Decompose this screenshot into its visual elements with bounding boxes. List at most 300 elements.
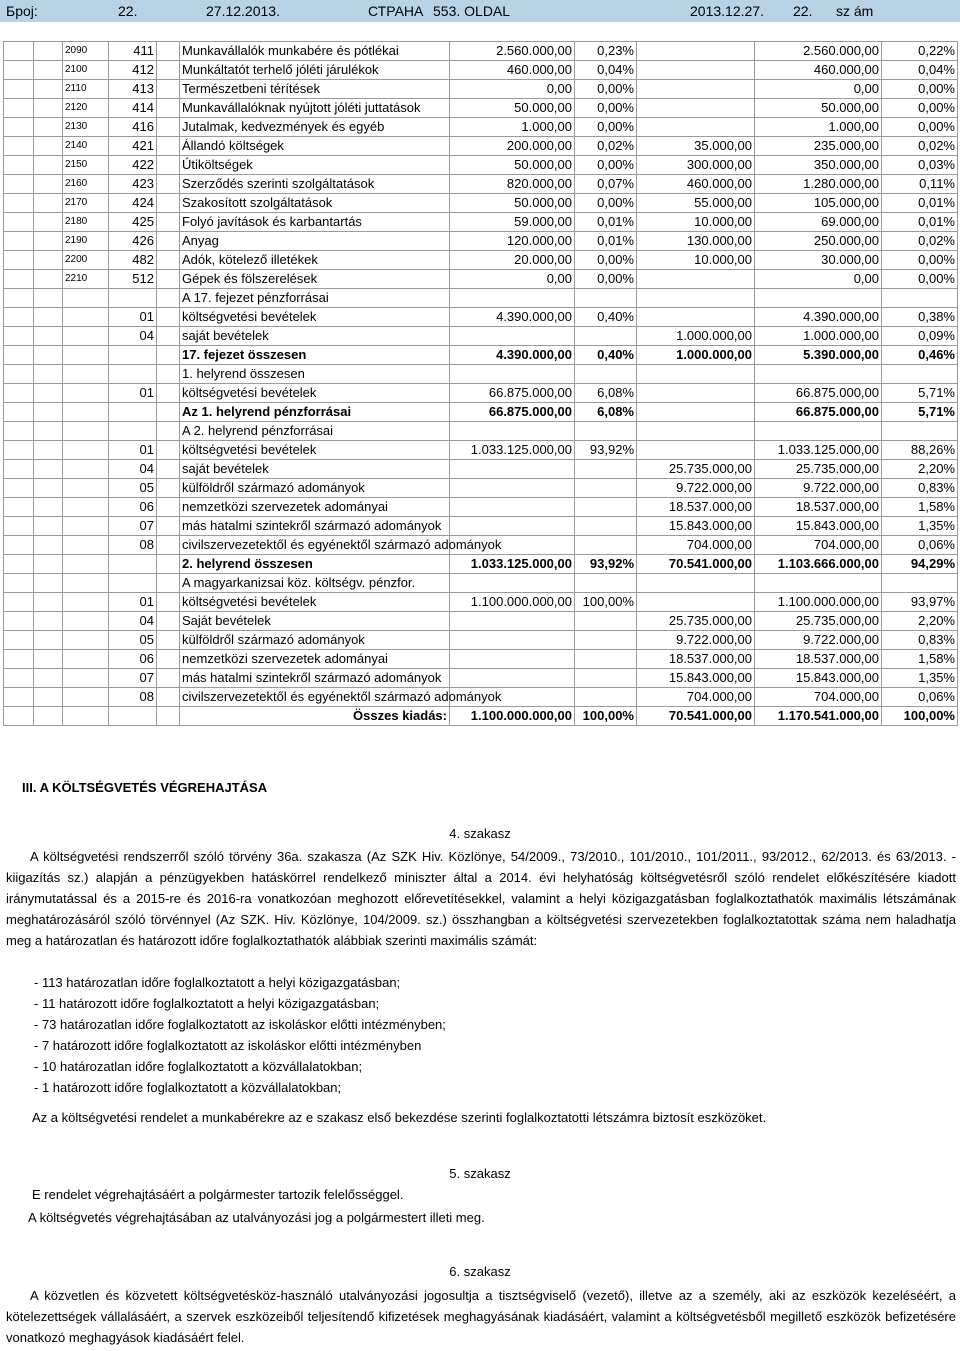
row-description: A 2. helyrend pénzforrásai (180, 422, 450, 441)
empty-cell (157, 441, 180, 460)
row-total-percent: 93,97% (882, 593, 958, 612)
header-date-serbian: 27.12.2013. (206, 3, 280, 19)
total-other-sources: 70.541.000,00 (637, 707, 755, 726)
row-code: 2090 (63, 42, 109, 61)
row-total-percent (882, 289, 958, 308)
empty-cell (34, 175, 63, 194)
empty-cell (157, 384, 180, 403)
empty-cell (157, 650, 180, 669)
empty-cell (34, 61, 63, 80)
row-code (63, 669, 109, 688)
row-budget-percent: 0,07% (575, 175, 637, 194)
row-other-sources: 25.735.000,00 (637, 612, 755, 631)
row-total-amount: 1.000,00 (755, 118, 882, 137)
row-econ-class (109, 422, 157, 441)
row-other-sources (637, 270, 755, 289)
row-total-amount: 460.000,00 (755, 61, 882, 80)
row-econ-class: 482 (109, 251, 157, 270)
empty-cell (157, 80, 180, 99)
list-item: - 7 határozott időre foglalkoztatott az iskoláskor előtti intézményben (34, 1038, 422, 1053)
empty-cell (4, 650, 34, 669)
row-description: 1. helyrend összesen (180, 365, 450, 384)
row-description: más hatalmi szintekről származó adományok (180, 517, 450, 536)
row-budget-amount (450, 650, 575, 669)
row-code (63, 308, 109, 327)
row-other-sources (637, 118, 755, 137)
empty-cell (4, 251, 34, 270)
empty-cell (34, 42, 63, 61)
empty-cell (34, 384, 63, 403)
row-total-amount: 18.537.000,00 (755, 498, 882, 517)
row-code (63, 422, 109, 441)
page-header (0, 0, 960, 22)
row-budget-amount: 66.875.000,00 (450, 403, 575, 422)
row-other-sources: 10.000,00 (637, 213, 755, 232)
row-total-percent: 0,00% (882, 270, 958, 289)
empty-cell (157, 403, 180, 422)
row-total-amount: 1.280.000,00 (755, 175, 882, 194)
list-item: - 10 határozatlan időre foglalkoztatott a közvállalatokban; (34, 1059, 363, 1074)
row-budget-percent (575, 688, 637, 707)
row-code: 2210 (63, 270, 109, 289)
row-total-percent: 0,11% (882, 175, 958, 194)
row-budget-amount: 4.390.000,00 (450, 346, 575, 365)
table-row (4, 289, 958, 308)
row-total-percent: 0,06% (882, 536, 958, 555)
empty-cell (157, 593, 180, 612)
empty-cell (34, 612, 63, 631)
row-other-sources (637, 384, 755, 403)
row-budget-amount (450, 574, 575, 593)
row-other-sources: 25.735.000,00 (637, 460, 755, 479)
row-description: költségvetési bevételek (180, 593, 450, 612)
table-row (4, 498, 958, 517)
row-description: A magyarkanizsai köz. költségv. pénzfor. (180, 574, 450, 593)
total-percent: 100,00% (882, 707, 958, 726)
empty-cell (157, 289, 180, 308)
row-total-amount: 15.843.000,00 (755, 517, 882, 536)
row-budget-amount (450, 631, 575, 650)
row-code: 2120 (63, 99, 109, 118)
empty-cell (4, 175, 34, 194)
empty-cell (157, 479, 180, 498)
row-budget-amount: 1.100.000.000,00 (450, 593, 575, 612)
empty-cell (4, 308, 34, 327)
row-code (63, 346, 109, 365)
row-other-sources: 704.000,00 (637, 536, 755, 555)
empty-cell (4, 270, 34, 289)
empty-cell (157, 612, 180, 631)
row-code (63, 365, 109, 384)
row-budget-percent (575, 422, 637, 441)
row-description: Állandó költségek (180, 137, 450, 156)
row-other-sources (637, 289, 755, 308)
empty-cell (4, 80, 34, 99)
row-econ-class: 07 (109, 517, 157, 536)
row-budget-amount (450, 498, 575, 517)
row-budget-percent: 93,92% (575, 555, 637, 574)
header-page: 553. OLDAL (433, 3, 511, 19)
row-total-amount (755, 574, 882, 593)
row-econ-class: 07 (109, 669, 157, 688)
empty-cell (157, 688, 180, 707)
empty-cell (157, 61, 180, 80)
empty-cell (157, 251, 180, 270)
row-code (63, 384, 109, 403)
row-total-percent: 0,38% (882, 308, 958, 327)
row-description: Munkavállalók munkabére és pótlékai (180, 42, 450, 61)
row-budget-amount (450, 365, 575, 384)
row-description: más hatalmi szintekről származó adományok (180, 669, 450, 688)
row-total-amount: 0,00 (755, 80, 882, 99)
empty-cell (157, 555, 180, 574)
row-econ-class: 08 (109, 536, 157, 555)
empty-cell (157, 707, 180, 726)
row-econ-class: 423 (109, 175, 157, 194)
row-econ-class: 414 (109, 99, 157, 118)
row-other-sources: 35.000,00 (637, 137, 755, 156)
empty-cell (157, 137, 180, 156)
empty-cell (4, 327, 34, 346)
row-budget-amount: 200.000,00 (450, 137, 575, 156)
row-budget-percent (575, 669, 637, 688)
row-econ-class: 512 (109, 270, 157, 289)
row-other-sources (637, 42, 755, 61)
table-row (4, 536, 958, 555)
empty-cell (4, 669, 34, 688)
row-total-amount: 5.390.000,00 (755, 346, 882, 365)
empty-cell (34, 669, 63, 688)
s5-line1: E rendelet végrehajtásáért a polgármester tartozik felelősséggel. (32, 1187, 404, 1202)
row-code (63, 498, 109, 517)
row-budget-percent: 0,00% (575, 194, 637, 213)
empty-cell (34, 631, 63, 650)
list-item: - 11 határozott időre foglalkoztatott a helyi közigazgatásban; (34, 996, 380, 1011)
row-code: 2140 (63, 137, 109, 156)
row-total-percent: 0,02% (882, 137, 958, 156)
row-total-amount: 0,00 (755, 270, 882, 289)
list-item: - 1 határozott időre foglalkoztatott a közvállalatokban; (34, 1080, 342, 1095)
table-row (4, 555, 958, 574)
row-budget-percent: 0,00% (575, 270, 637, 289)
row-description: Szerződés szerinti szolgáltatások (180, 175, 450, 194)
row-total-percent: 0,46% (882, 346, 958, 365)
row-total-percent: 0,06% (882, 688, 958, 707)
empty-cell (4, 194, 34, 213)
empty-cell (4, 403, 34, 422)
row-total-amount: 9.722.000,00 (755, 479, 882, 498)
table-row (4, 232, 958, 251)
row-econ-class (109, 289, 157, 308)
row-econ-class: 01 (109, 441, 157, 460)
table-row (4, 346, 958, 365)
row-code (63, 593, 109, 612)
row-total-percent: 1,35% (882, 517, 958, 536)
row-description: saját bevételek (180, 327, 450, 346)
row-other-sources (637, 99, 755, 118)
empty-cell (34, 707, 63, 726)
empty-cell (34, 346, 63, 365)
header-broj: Број: (6, 3, 38, 19)
row-budget-amount (450, 669, 575, 688)
row-econ-class (109, 555, 157, 574)
row-total-percent: 2,20% (882, 612, 958, 631)
empty-cell (4, 346, 34, 365)
row-budget-amount: 59.000,00 (450, 213, 575, 232)
total-budget-percent: 100,00% (575, 707, 637, 726)
row-total-percent: 0,04% (882, 61, 958, 80)
empty-cell (4, 688, 34, 707)
row-total-percent: 88,26% (882, 441, 958, 460)
row-total-amount: 105.000,00 (755, 194, 882, 213)
row-budget-amount: 66.875.000,00 (450, 384, 575, 403)
row-description: Útiköltségek (180, 156, 450, 175)
row-description: A 17. fejezet pénzforrásai (180, 289, 450, 308)
row-budget-amount (450, 289, 575, 308)
row-description: Jutalmak, kedvezmények és egyéb (180, 118, 450, 137)
row-budget-percent: 6,08% (575, 403, 637, 422)
row-budget-amount: 4.390.000,00 (450, 308, 575, 327)
row-econ-class: 08 (109, 688, 157, 707)
empty-cell (4, 118, 34, 137)
row-description: civilszervezetektől és egyénektől származó adományok (180, 688, 450, 707)
row-description: Anyag (180, 232, 450, 251)
table-row (4, 650, 958, 669)
empty-cell (34, 688, 63, 707)
row-budget-amount (450, 327, 575, 346)
row-budget-amount: 50.000,00 (450, 99, 575, 118)
row-budget-percent: 93,92% (575, 441, 637, 460)
row-other-sources: 300.000,00 (637, 156, 755, 175)
row-code (63, 403, 109, 422)
header-issue-number: 22. (118, 3, 138, 19)
row-budget-percent: 0,02% (575, 137, 637, 156)
row-econ-class: 01 (109, 593, 157, 612)
table-row (4, 422, 958, 441)
row-code (63, 688, 109, 707)
empty-cell (4, 479, 34, 498)
row-econ-class: 411 (109, 42, 157, 61)
row-description: nemzetközi szervezetek adományai (180, 650, 450, 669)
empty-cell (34, 403, 63, 422)
row-code: 2190 (63, 232, 109, 251)
row-budget-amount: 50.000,00 (450, 194, 575, 213)
row-total-amount (755, 422, 882, 441)
empty-cell (34, 232, 63, 251)
row-description: költségvetési bevételek (180, 384, 450, 403)
table-row (4, 137, 958, 156)
empty-cell (4, 707, 34, 726)
row-description: Szakosított szolgáltatások (180, 194, 450, 213)
row-total-amount: 1.033.125.000,00 (755, 441, 882, 460)
table-row (4, 213, 958, 232)
empty-cell (4, 365, 34, 384)
empty-cell (157, 574, 180, 593)
row-econ-class: 06 (109, 498, 157, 517)
empty-cell (63, 707, 109, 726)
row-econ-class: 425 (109, 213, 157, 232)
row-budget-amount: 0,00 (450, 270, 575, 289)
list-item: - 73 határozatlan időre foglalkoztatott az iskoláskor előtti intézményben; (34, 1017, 446, 1032)
row-total-amount: 30.000,00 (755, 251, 882, 270)
row-budget-percent (575, 327, 637, 346)
row-description: Gépek és fölszerelések (180, 270, 450, 289)
row-budget-percent: 0,00% (575, 118, 637, 137)
row-econ-class: 421 (109, 137, 157, 156)
row-econ-class: 412 (109, 61, 157, 80)
empty-cell (4, 555, 34, 574)
row-description: költségvetési bevételek (180, 308, 450, 327)
row-other-sources (637, 441, 755, 460)
row-budget-percent: 0,23% (575, 42, 637, 61)
row-code: 2130 (63, 118, 109, 137)
empty-cell (4, 99, 34, 118)
table-row (4, 479, 958, 498)
row-budget-amount (450, 479, 575, 498)
empty-cell (34, 327, 63, 346)
row-total-amount: 4.390.000,00 (755, 308, 882, 327)
row-total-amount: 69.000,00 (755, 213, 882, 232)
empty-cell (34, 270, 63, 289)
empty-cell (4, 612, 34, 631)
row-total-percent: 1,35% (882, 669, 958, 688)
empty-cell (4, 384, 34, 403)
row-econ-class: 01 (109, 384, 157, 403)
row-budget-percent (575, 479, 637, 498)
row-description: 2. helyrend összesen (180, 555, 450, 574)
s5-line2: A költségvetés végrehajtásában az utalványozási jog a polgármestert illeti meg. (28, 1210, 485, 1225)
row-budget-amount: 1.000,00 (450, 118, 575, 137)
row-description: civilszervezetektől és egyénektől származó adományok (180, 536, 450, 555)
row-description: külföldről származó adományok (180, 631, 450, 650)
row-budget-percent: 0,40% (575, 308, 637, 327)
row-other-sources: 1.000.000,00 (637, 327, 755, 346)
empty-cell (34, 536, 63, 555)
empty-cell (34, 194, 63, 213)
empty-cell (34, 156, 63, 175)
row-total-percent: 5,71% (882, 403, 958, 422)
row-total-amount: 18.537.000,00 (755, 650, 882, 669)
empty-cell (157, 631, 180, 650)
row-budget-amount (450, 460, 575, 479)
row-total-amount: 2.560.000,00 (755, 42, 882, 61)
empty-cell (4, 536, 34, 555)
empty-cell (4, 61, 34, 80)
row-code (63, 441, 109, 460)
empty-cell (34, 574, 63, 593)
row-econ-class (109, 403, 157, 422)
row-budget-amount: 2.560.000,00 (450, 42, 575, 61)
empty-cell (4, 137, 34, 156)
empty-cell (34, 460, 63, 479)
row-total-percent: 0,00% (882, 80, 958, 99)
section-title: III. A KÖLTSÉGVETÉS VÉGREHAJTÁSA (22, 780, 268, 795)
row-total-amount: 350.000,00 (755, 156, 882, 175)
row-total-amount: 1.103.666.000,00 (755, 555, 882, 574)
row-budget-amount (450, 612, 575, 631)
row-econ-class: 04 (109, 460, 157, 479)
row-description: nemzetközi szervezetek adományai (180, 498, 450, 517)
row-budget-percent: 0,40% (575, 346, 637, 365)
empty-cell (4, 631, 34, 650)
row-description: Munkavállalóknak nyújtott jóléti juttatások (180, 99, 450, 118)
table-row (4, 593, 958, 612)
row-other-sources (637, 365, 755, 384)
table-row (4, 99, 958, 118)
empty-cell (34, 289, 63, 308)
row-other-sources (637, 308, 755, 327)
row-budget-percent: 100,00% (575, 593, 637, 612)
row-code: 2100 (63, 61, 109, 80)
empty-cell (157, 327, 180, 346)
row-budget-percent (575, 650, 637, 669)
row-total-amount: 1.100.000.000,00 (755, 593, 882, 612)
empty-cell (4, 213, 34, 232)
row-code: 2150 (63, 156, 109, 175)
row-total-amount: 15.843.000,00 (755, 669, 882, 688)
empty-cell (34, 251, 63, 270)
empty-cell (34, 80, 63, 99)
row-code (63, 536, 109, 555)
empty-cell (34, 650, 63, 669)
empty-cell (34, 555, 63, 574)
empty-cell (34, 441, 63, 460)
row-description: 17. fejezet összesen (180, 346, 450, 365)
empty-cell (157, 99, 180, 118)
row-other-sources: 18.537.000,00 (637, 650, 755, 669)
row-total-amount (755, 289, 882, 308)
row-budget-percent (575, 517, 637, 536)
row-econ-class: 424 (109, 194, 157, 213)
row-total-amount: 9.722.000,00 (755, 631, 882, 650)
row-budget-percent (575, 612, 637, 631)
table-row (4, 441, 958, 460)
empty-cell (157, 498, 180, 517)
row-budget-percent: 6,08% (575, 384, 637, 403)
row-other-sources: 10.000,00 (637, 251, 755, 270)
empty-cell (157, 194, 180, 213)
row-code: 2110 (63, 80, 109, 99)
row-description: Saját bevételek (180, 612, 450, 631)
row-total-percent (882, 365, 958, 384)
empty-cell (34, 479, 63, 498)
row-total-percent: 0,01% (882, 213, 958, 232)
header-szam: sz ám (836, 3, 874, 19)
row-econ-class: 01 (109, 308, 157, 327)
row-total-amount: 704.000,00 (755, 688, 882, 707)
row-total-percent: 1,58% (882, 498, 958, 517)
row-total-percent: 2,20% (882, 460, 958, 479)
empty-cell (34, 99, 63, 118)
row-code (63, 327, 109, 346)
row-code (63, 289, 109, 308)
row-budget-percent (575, 460, 637, 479)
empty-cell (34, 365, 63, 384)
row-other-sources: 460.000,00 (637, 175, 755, 194)
row-budget-amount: 20.000,00 (450, 251, 575, 270)
row-total-amount: 66.875.000,00 (755, 384, 882, 403)
table-row (4, 156, 958, 175)
row-description: költségvetési bevételek (180, 441, 450, 460)
row-description: Munkáltatót terhelő jóléti járulékok (180, 61, 450, 80)
empty-cell (34, 137, 63, 156)
empty-cell (4, 460, 34, 479)
row-other-sources: 55.000,00 (637, 194, 755, 213)
row-total-percent (882, 422, 958, 441)
table-row (4, 251, 958, 270)
list-item: - 113 határozatlan időre foglalkoztatott a helyi közigazgatásban; (34, 975, 401, 990)
row-total-percent: 0,03% (882, 156, 958, 175)
